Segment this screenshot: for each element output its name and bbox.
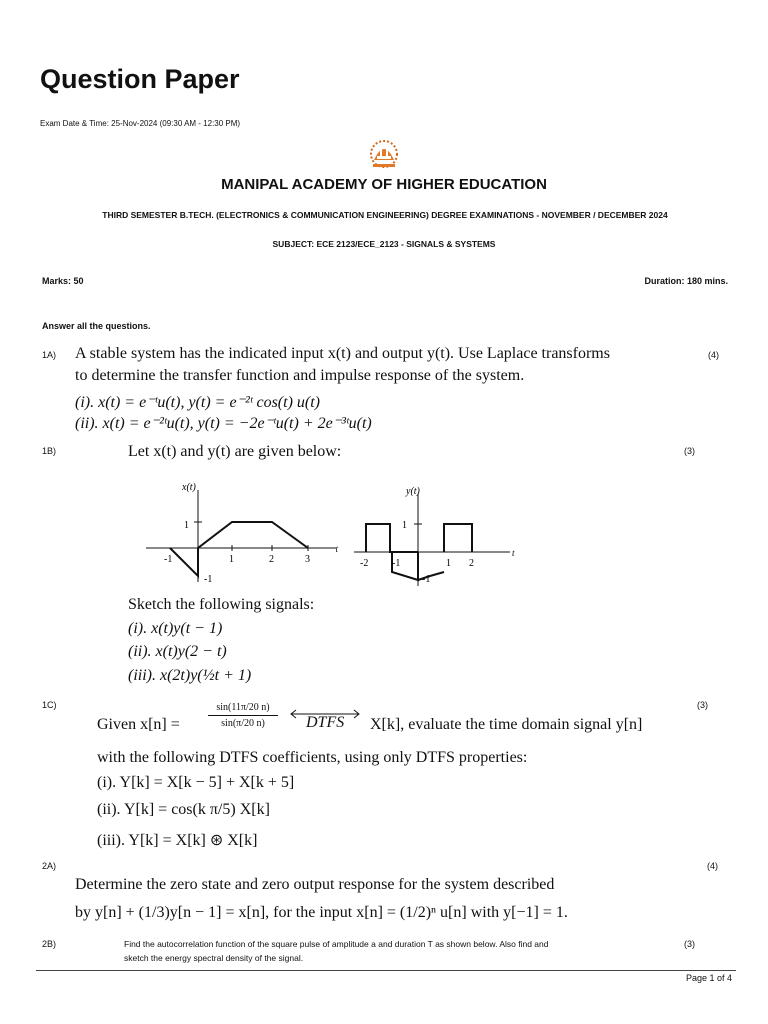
- axis-label: t: [512, 548, 515, 558]
- tick-label: -2: [360, 558, 369, 569]
- tick-label: -1: [392, 558, 401, 569]
- question-part: (i). x(t) = e⁻ᵗu(t), y(t) = e⁻²ᵗ cos(t) u(t): [75, 394, 320, 411]
- axis-label: t: [335, 544, 338, 554]
- tick-label: 1: [446, 558, 451, 569]
- question-text: Sketch the following signals:: [128, 596, 315, 613]
- tick-label: 1: [184, 520, 189, 531]
- question-text: X[k], evaluate the time domain signal y[n]: [370, 716, 643, 733]
- fraction-numerator: sin(11π/20 n): [208, 702, 278, 716]
- question-part: (i). x(t)y(t − 1): [128, 620, 223, 637]
- question-text: to determine the transfer function and impulse response of the system.: [75, 367, 525, 384]
- question-marks: (4): [707, 861, 718, 871]
- footer-divider: [36, 970, 736, 971]
- question-marks: (3): [684, 446, 695, 456]
- question-text: Given x[n] =: [97, 716, 180, 733]
- total-marks: Marks: 50: [42, 276, 84, 286]
- duration: Duration: 180 mins.: [644, 276, 728, 286]
- question-part: (ii). Y[k] = cos(k π/5) X[k]: [97, 801, 270, 818]
- tick-label: -1: [164, 554, 173, 565]
- question-text: Determine the zero state and zero output response for the system described: [75, 876, 555, 893]
- question-number: 1A): [42, 350, 57, 360]
- tick-label: 1: [229, 554, 234, 565]
- fraction-denominator: sin(π/20 n): [221, 718, 265, 729]
- institution-name: MANIPAL ACADEMY OF HIGHER EDUCATION: [221, 176, 547, 193]
- graph-label: x(t): [182, 482, 196, 493]
- question-marks: (3): [697, 700, 708, 710]
- graph-label: y(t): [406, 486, 420, 497]
- question-part: (iii). Y[k] = X[k] ⊛ X[k]: [97, 832, 258, 849]
- fraction: [208, 702, 278, 729]
- question-part: (iii). x(2t)y(½t + 1): [128, 667, 252, 684]
- question-part: (ii). x(t) = e⁻²ᵗu(t), y(t) = −2e⁻ᵗu(t) + 2e⁻³ᵗu(t): [75, 415, 372, 432]
- institution-logo: [363, 132, 405, 172]
- instruction: Answer all the questions.: [42, 321, 151, 331]
- question-text: sketch the energy spectral density of the signal.: [124, 953, 304, 963]
- question-part: (ii). x(t)y(2 − t): [128, 643, 227, 660]
- question-text: by y[n] + (1/3)y[n − 1] = x[n], for the input x[n] = (1/2)ⁿ u[n] with y[−1] = 1.: [75, 904, 568, 921]
- page-title: Question Paper: [40, 64, 240, 94]
- tick-label: -1: [204, 574, 213, 585]
- tick-label: 1: [402, 520, 407, 531]
- exam-datetime: Exam Date & Time: 25-Nov-2024 (09:30 AM - 12:30 PM): [40, 119, 241, 128]
- question-marks: (4): [708, 350, 719, 360]
- question-number: 1C): [42, 700, 57, 710]
- question-number: 2A): [42, 861, 57, 871]
- question-part: (i). Y[k] = X[k − 5] + X[k + 5]: [97, 774, 295, 791]
- question-text: with the following DTFS coefficients, using only DTFS properties:: [97, 749, 528, 766]
- question-text: Let x(t) and y(t) are given below:: [128, 443, 342, 460]
- tick-label: 3: [305, 554, 310, 565]
- page-number: Page 1 of 4: [685, 973, 732, 983]
- tick-label: 2: [269, 554, 274, 565]
- tick-label: -1: [422, 574, 431, 585]
- subject-line: SUBJECT: ECE 2123/ECE_2123 - SIGNALS & SYSTEMS: [272, 239, 496, 249]
- dtfs-label: DTFS: [306, 714, 345, 731]
- exam-line: THIRD SEMESTER B.TECH. (ELECTRONICS & COMMUNICATION ENGINEERING) DEGREE EXAMINATIONS - NOVEMBER / DECEMBER 2024: [102, 210, 668, 220]
- signal-y-graph: [350, 482, 520, 595]
- question-text: A stable system has the indicated input x(t) and output y(t). Use Laplace transforms: [75, 345, 610, 362]
- question-text: Find the autocorrelation function of the square pulse of amplitude a and duration T as shown below. Also find and: [124, 939, 549, 949]
- question-marks: (3): [684, 939, 695, 949]
- tick-label: 2: [469, 558, 474, 569]
- question-number: 1B): [42, 446, 57, 456]
- question-number: 2B): [42, 939, 57, 949]
- signal-x-graph: [140, 476, 340, 593]
